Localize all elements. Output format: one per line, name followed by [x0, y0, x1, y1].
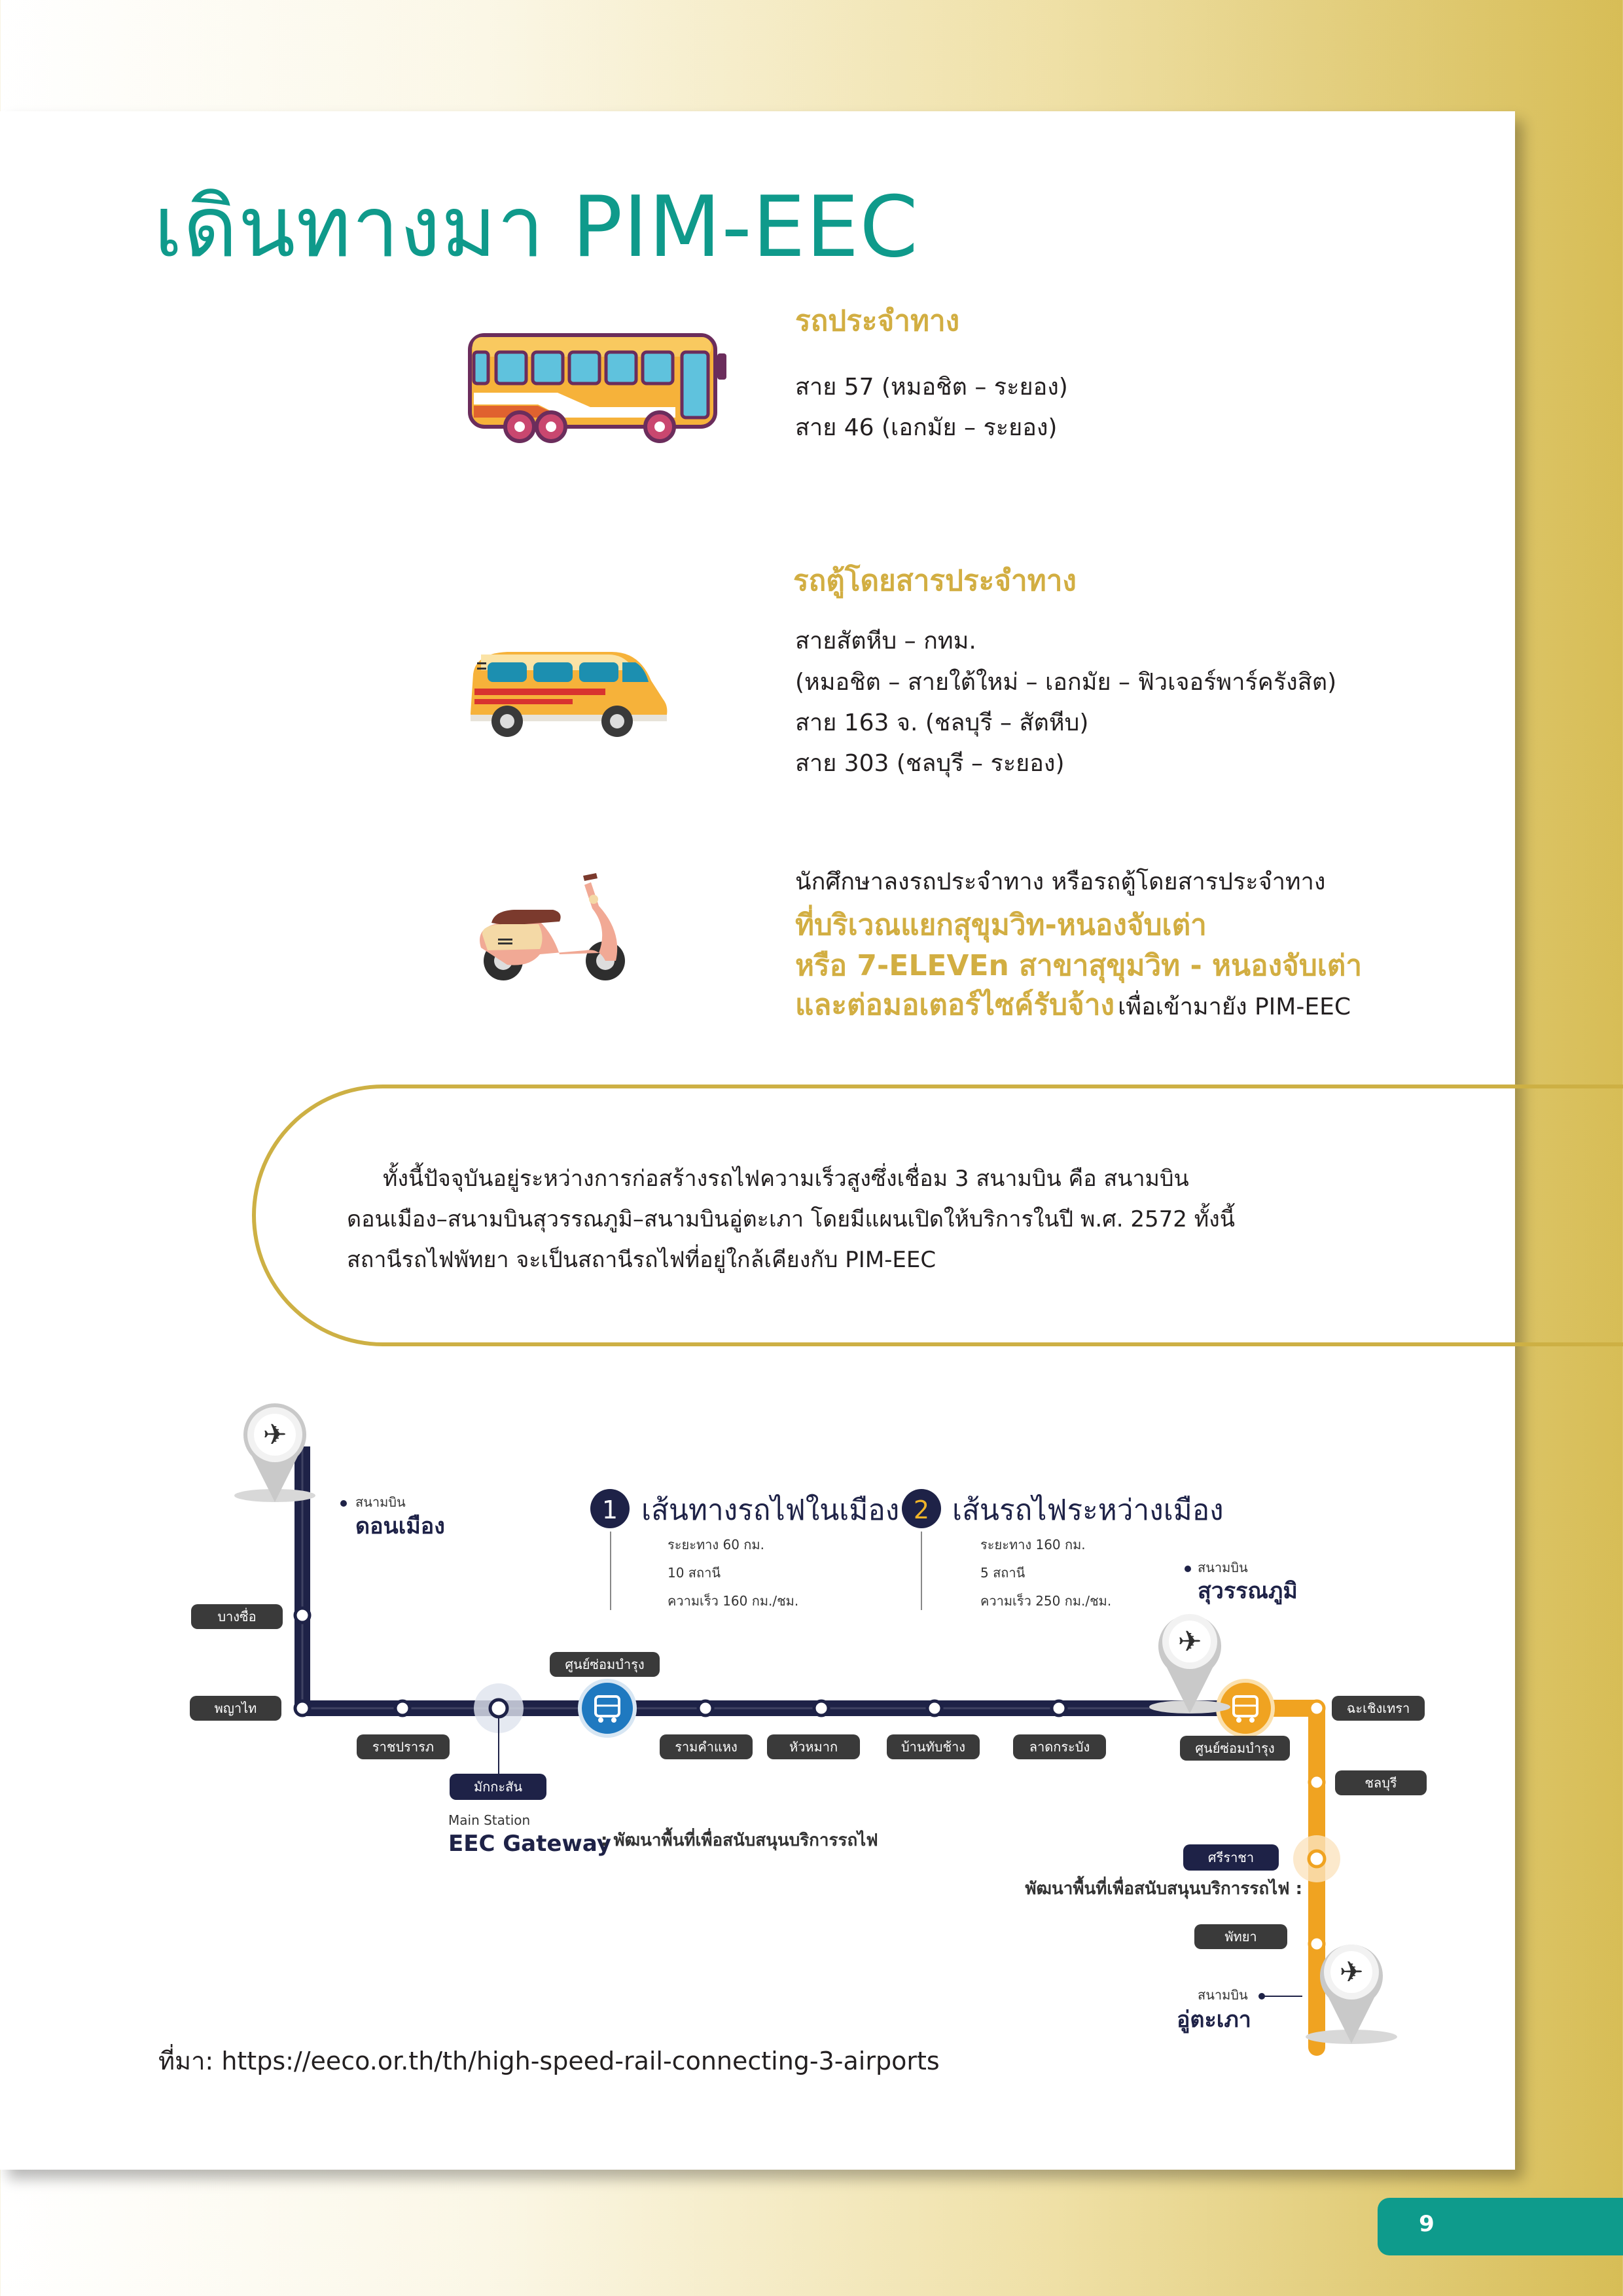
- route-2-speed: ความเร็ว 250 กม./ชม.: [980, 1593, 1112, 1609]
- station-huamak: หัวหมาก: [789, 1739, 838, 1755]
- airplane-icon: ✈: [1177, 1625, 1202, 1659]
- airplane-icon: ✈: [262, 1418, 287, 1452]
- station-dot-ratchaprarop: [395, 1701, 410, 1715]
- van-line-1: สายสัตหีบ – กทม.: [795, 628, 976, 655]
- route-1-distance: ระยะทาง 60 กม.: [668, 1537, 764, 1552]
- rail-map: [0, 1388, 1505, 2081]
- city-stations: [295, 1608, 1066, 1715]
- note-text: [347, 1158, 1329, 1280]
- route-2-stations: 5 สถานี: [980, 1565, 1026, 1581]
- station-dot-chachoengsao: [1310, 1701, 1324, 1715]
- van-icon: [468, 648, 671, 740]
- route-2-number: 2: [913, 1496, 930, 1524]
- station-dot-latkrabang: [1052, 1701, 1066, 1715]
- station-makkasan: มักกะสัน: [473, 1779, 523, 1795]
- bus-line-1: สาย 57 (หมอชิต – ระยอง): [795, 374, 1068, 401]
- station-depot-1: ศูนย์ซ่อมบำรุง: [565, 1657, 645, 1672]
- station-ramkhamhaeng: รามคำแหง: [675, 1739, 738, 1755]
- airplane-icon: ✈: [1339, 1956, 1364, 1989]
- airport-prefix-suvarnabhumi: สนามบิน: [1198, 1560, 1248, 1575]
- route-1-legend: [590, 1489, 899, 1610]
- note-line-2: ดอนเมือง–สนามบินสุวรรณภูมิ–สนามบินอู่ตะเภา โดยมีแผนเปิดให้บริการในปี พ.ศ. 2572 ทั้งนี้: [347, 1206, 1235, 1232]
- station-dot-ramkhamhaeng: [698, 1701, 713, 1715]
- station-chonburi: ชลบุรี: [1364, 1775, 1397, 1791]
- route-2-distance: ระยะทาง 160 กม.: [980, 1537, 1086, 1552]
- motorbike-tail: เพื่อเข้ามายัง PIM-EEC: [1118, 994, 1351, 1020]
- station-dot-pattaya: [1310, 1937, 1324, 1951]
- station-dot-banthapchang: [927, 1701, 942, 1715]
- station-latkrabang: ลาดกระบัง: [1029, 1739, 1090, 1755]
- van-line-4: สาย 303 (ชลบุรี – ระยอง): [795, 750, 1065, 777]
- main-station-desc: : พัฒนาพื้นที่เพื่อสนับสนุนบริการรถไฟ: [601, 1831, 878, 1850]
- bus-heading: รถประจำทาง: [795, 304, 960, 338]
- route-1-number: 1: [601, 1496, 618, 1524]
- station-dot-chonburi: [1310, 1775, 1324, 1789]
- bus-icon: [466, 327, 728, 445]
- route-1-stations: 10 สถานี: [668, 1565, 721, 1581]
- route-2-title: เส้นรถไฟระหว่างเมือง: [952, 1494, 1224, 1527]
- note-line-3: สถานีรถไฟพัทยา จะเป็นสถานีรถไฟที่อยู่ใกล้เคียงกับ PIM-EEC: [347, 1247, 936, 1273]
- motorbike-line-3: [795, 982, 1351, 1028]
- route-1-title: เส้นทางรถไฟในเมือง: [641, 1494, 900, 1527]
- motorbike-highlight-1: ที่บริเวณแยกสุขุมวิท-หนองจับเต่า: [795, 908, 1207, 942]
- station-chachoengsao: ฉะเชิงเทรา: [1346, 1700, 1410, 1716]
- note-line-1: ทั้งนี้ปัจจุบันอยู่ระหว่างการก่อสร้างรถไฟความเร็วสูงซึ่งเชื่อม 3 สนามบิน คือ สนามบิน: [383, 1166, 1189, 1192]
- page-title: เดินทางมา PIM-EEC: [154, 179, 919, 276]
- depot-1-icon: [580, 1681, 635, 1736]
- motorbike-highlight-3: และต่อมอเตอร์ไซค์รับจ้าง: [795, 988, 1115, 1022]
- sriracha-desc: พัฒนาพื้นที่เพื่อสนับสนุนบริการรถไฟ :: [1025, 1879, 1302, 1899]
- van-heading: รถตู้โดยสารประจำทาง: [793, 564, 1077, 598]
- station-makkasan-marker: [474, 1683, 524, 1775]
- main-station-name: EEC Gateway: [448, 1831, 611, 1857]
- airport-name-donmueang: ดอนเมือง: [355, 1513, 445, 1539]
- airport-prefix-donmueang: สนามบิน: [355, 1494, 406, 1510]
- station-dot-phayathai: [295, 1701, 310, 1715]
- airport-name-suvarnabhumi: สุวรรณภูมิ: [1198, 1578, 1298, 1604]
- station-dot-bangsue: [295, 1608, 310, 1623]
- airport-prefix-utapao: สนามบิน: [1198, 1987, 1248, 2003]
- station-banthapchang: บ้านทับช้าง: [901, 1739, 966, 1755]
- city-line: [302, 1446, 1240, 1708]
- motorbike-icon: [468, 869, 632, 984]
- airport-name-utapao: อู่ตะเภา: [1177, 2007, 1251, 2033]
- route-2-legend: [902, 1489, 1224, 1610]
- van-line-2: (หมอชิต – สายใต้ใหม่ – เอกมัย – ฟิวเจอร์พาร์ครังสิต): [795, 669, 1337, 696]
- station-ratchaprarop: ราชปรารภ: [372, 1739, 435, 1755]
- station-depot-2: ศูนย์ซ่อมบำรุง: [1195, 1740, 1275, 1756]
- station-bangsue: บางซื่อ: [217, 1609, 257, 1624]
- main-station-label: Main Station: [448, 1812, 531, 1828]
- source-note: ที่มา: https://eeco.or.th/th/high-speed-rail-connecting-3-airports: [158, 2047, 940, 2075]
- station-phayathai: พญาไท: [214, 1700, 257, 1716]
- bus-line-2: สาย 46 (เอกมัย – ระยอง): [795, 414, 1058, 441]
- station-sriracha-marker: [1293, 1835, 1340, 1882]
- station-sriracha: ศรีราชา: [1207, 1850, 1255, 1865]
- station-dot-huamak: [814, 1701, 829, 1715]
- van-line-3: สาย 163 จ. (ชลบุรี – สัตหีบ): [795, 709, 1089, 736]
- route-1-speed: ความเร็ว 160 กม./ชม.: [668, 1593, 799, 1609]
- station-pattaya: พัทยา: [1224, 1929, 1257, 1945]
- page-number: 9: [1419, 2211, 1435, 2237]
- motorbike-highlight-2: หรือ 7-ELEVEn สาขาสุขุมวิท - หนองจับเต่า: [795, 949, 1363, 982]
- motorbike-intro: นักศึกษาลงรถประจำทาง หรือรถตู้โดยสารประจำทาง: [795, 869, 1326, 895]
